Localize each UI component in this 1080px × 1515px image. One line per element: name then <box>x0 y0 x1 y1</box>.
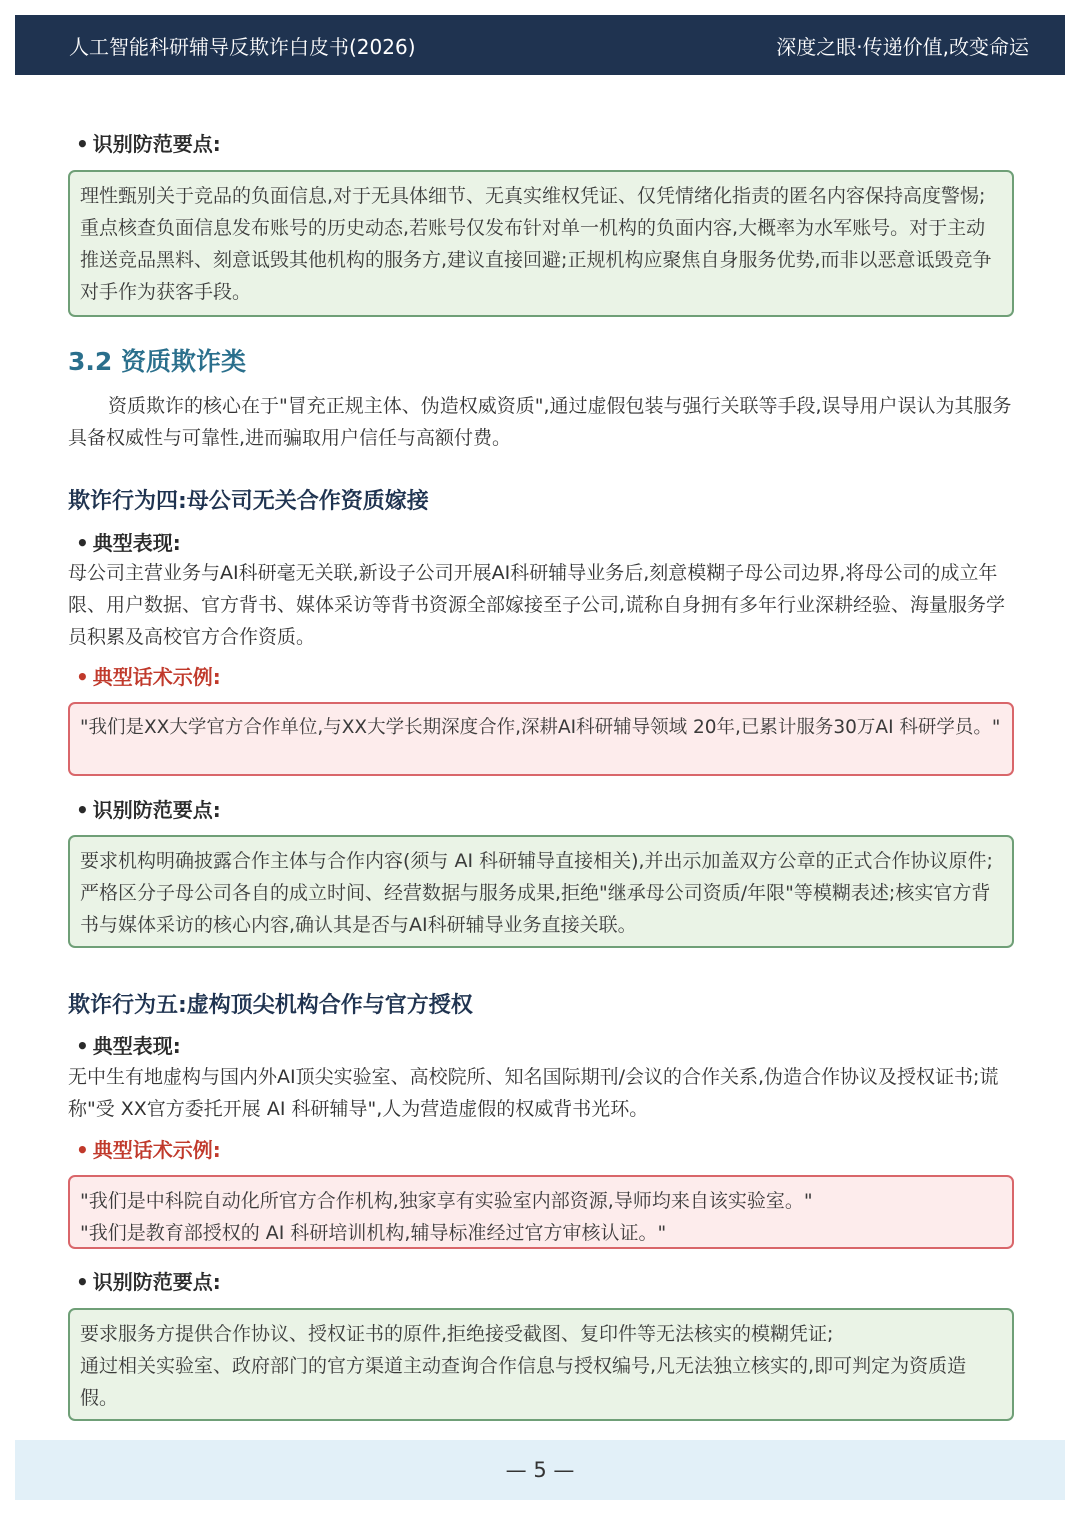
identify-label: 识别防范要点: <box>92 798 221 822</box>
bullet-dot: • <box>76 1270 89 1294</box>
script-heading-4 <box>76 661 221 690</box>
fraud5-tips-line2: 通过相关实验室、政府部门的官方渠道主动查询合作信息与授权编号,凡无法独立核实的,即可判定为资质造假。 <box>80 1355 967 1409</box>
typical-heading-4 <box>76 527 181 556</box>
script-heading-5 <box>76 1134 221 1163</box>
fraud5-script-line2: "我们是教育部授权的 AI 科研培训机构,辅导标准经过官方审核认证。" <box>80 1222 667 1244</box>
fraud4-tips: 要求机构明确披露合作主体与合作内容(须与 AI 科研辅导直接相关),并出示加盖双方公章的正式合作协议原件;严格区分子母公司各自的成立时间、经营数据与服务成果,拒绝"继承母公司资质/年限"等模糊表述;核实官方背书与媒体采访的核心内容,确认其是否与AI科研辅导业务直接关联。 <box>80 850 993 936</box>
page-header <box>15 15 1065 75</box>
bullet-dot: • <box>76 665 89 689</box>
bullet-dot: • <box>76 132 89 156</box>
page-number: — 5 — <box>505 1458 575 1482</box>
identify-heading-4 <box>76 794 221 823</box>
script-label: 典型话术示例: <box>92 665 221 689</box>
typical-label: 典型表现: <box>92 1034 181 1058</box>
fraud5-typical: 无中生有地虚构与国内外AI顶尖实验室、高校院所、知名国际期刊/会议的合作关系,伪造合作协议及授权证书;谎称"受 XX官方委托开展 AI 科研辅导",人为营造虚假的权威背书光环。 <box>68 1066 999 1120</box>
fraud5-tips-line1: 要求服务方提供合作协议、授权证书的原件,拒绝接受截图、复印件等无法核实的模糊凭证; <box>80 1323 834 1345</box>
identify-label: 识别防范要点: <box>92 132 221 156</box>
identify-tips-box-1 <box>68 170 1014 317</box>
fraud4-script-box <box>68 702 1014 776</box>
fraud4-typical: 母公司主营业务与AI科研毫无关联,新设子公司开展AI科研辅导业务后,刻意模糊子母公司边界,将母公司的成立年限、用户数据、官方背书、媒体采访等背书资源全部嫁接至子公司,谎称自身拥有多年行业深耕经验、海量服务学员积累及高校官方合作资质。 <box>68 562 1006 648</box>
identify-heading-1 <box>76 128 221 157</box>
section-title: 3.2 资质欺诈类 <box>68 347 246 376</box>
fraud5-script-line1: "我们是中科院自动化所官方合作机构,独家享有实验室内部资源,导师均来自该实验室。" <box>80 1190 813 1212</box>
identify-tips-box-5 <box>68 1308 1014 1421</box>
identify-label: 识别防范要点: <box>92 1270 221 1294</box>
fraud5-title: 欺诈行为五:虚构顶尖机构合作与官方授权 <box>68 993 473 1018</box>
identify-tips-text: 理性甄别关于竞品的负面信息,对于无具体细节、无真实维权凭证、仅凭情绪化指责的匿名内容保持高度警惕;重点核查负面信息发布账号的历史动态,若账号仅发布针对单一机构的负面内容,大概率为水军账号。对于主动推送竞品黑料、刻意诋毁其他机构的服务方,建议直接回避;正规机构应聚焦自身服务优势,而非以恶意诋毁竞争对手作为获客手段。 <box>80 185 992 303</box>
header-slogan: 深度之眼·传递价值,改变命运 <box>776 34 1029 59</box>
fraud4-script: "我们是XX大学官方合作单位,与XX大学长期深度合作,深耕AI科研辅导领域 20年,已累计服务30万AI 科研学员。" <box>80 717 1001 738</box>
bullet-dot: • <box>76 798 89 822</box>
fraud4-title: 欺诈行为四:母公司无关合作资质嫁接 <box>68 489 429 514</box>
identify-heading-5 <box>76 1266 221 1295</box>
page-footer <box>15 1440 1065 1500</box>
fraud5-script-box <box>68 1175 1014 1249</box>
bullet-dot: • <box>76 1138 89 1162</box>
typical-label: 典型表现: <box>92 531 181 555</box>
identify-tips-box-4 <box>68 835 1014 948</box>
section-intro: 资质欺诈的核心在于"冒充正规主体、伪造权威资质",通过虚假包装与强行关联等手段,误导用户误认为其服务具备权威性与可靠性,进而骗取用户信任与高额付费。 <box>68 395 1012 449</box>
bullet-dot: • <box>76 1034 89 1058</box>
typical-heading-5 <box>76 1030 181 1059</box>
header-title: 人工智能科研辅导反欺诈白皮书(2026) <box>69 34 416 59</box>
script-label: 典型话术示例: <box>92 1138 221 1162</box>
bullet-dot: • <box>76 531 89 555</box>
